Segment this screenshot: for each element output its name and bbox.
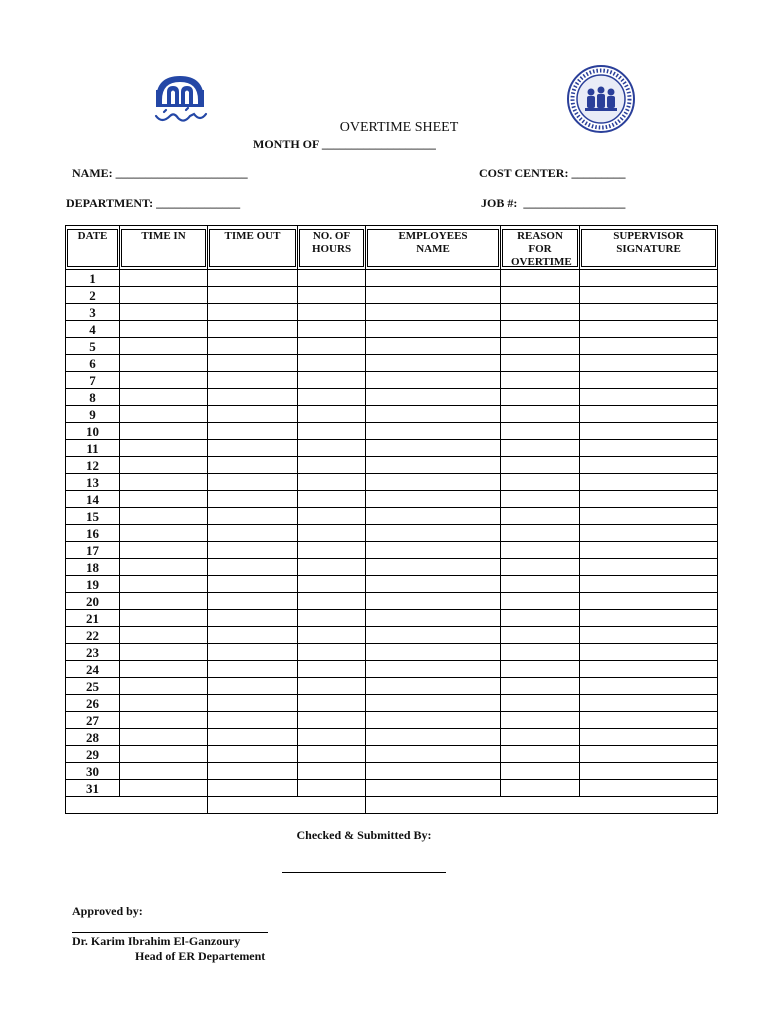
day-cell: 30 <box>66 763 120 780</box>
time-out-cell[interactable] <box>208 610 298 627</box>
table-row <box>66 780 718 797</box>
day-cell: 9 <box>66 406 120 423</box>
reason-cell[interactable] <box>501 746 580 763</box>
employee-name-cell[interactable] <box>366 457 501 474</box>
reason-cell[interactable] <box>501 542 580 559</box>
time-out-cell[interactable] <box>208 491 298 508</box>
time-out-cell[interactable] <box>208 406 298 423</box>
hours-cell[interactable] <box>298 321 366 338</box>
day-cell: 17 <box>66 542 120 559</box>
hours-cell[interactable] <box>298 304 366 321</box>
table-row <box>66 491 718 508</box>
employee-name-cell[interactable] <box>366 542 501 559</box>
time-in-cell[interactable] <box>120 440 208 457</box>
employee-name-cell[interactable] <box>366 508 501 525</box>
supervisor-signature-cell[interactable] <box>580 406 718 423</box>
employee-name-cell[interactable] <box>366 576 501 593</box>
table-row <box>66 457 718 474</box>
time-in-cell[interactable] <box>120 287 208 304</box>
day-cell: 13 <box>66 474 120 491</box>
hours-cell[interactable] <box>298 508 366 525</box>
time-in-cell[interactable] <box>120 593 208 610</box>
time-in-cell[interactable] <box>120 542 208 559</box>
time-out-cell[interactable] <box>208 321 298 338</box>
employee-name-cell[interactable] <box>366 559 501 576</box>
reason-cell[interactable] <box>501 491 580 508</box>
table-row <box>66 406 718 423</box>
day-cell: 2 <box>66 287 120 304</box>
reason-cell[interactable] <box>501 661 580 678</box>
time-out-cell[interactable] <box>208 729 298 746</box>
supervisor-signature-cell[interactable] <box>580 389 718 406</box>
supervisor-signature-cell[interactable] <box>580 304 718 321</box>
employee-name-cell[interactable] <box>366 372 501 389</box>
reason-cell[interactable] <box>501 406 580 423</box>
time-in-cell[interactable] <box>120 661 208 678</box>
time-out-cell[interactable] <box>208 287 298 304</box>
employee-name-cell[interactable] <box>366 661 501 678</box>
time-out-cell[interactable] <box>208 644 298 661</box>
table-row <box>66 678 718 695</box>
employee-name-cell[interactable] <box>366 270 501 287</box>
reason-cell[interactable] <box>501 780 580 797</box>
supervisor-signature-cell[interactable] <box>580 627 718 644</box>
employee-name-cell[interactable] <box>366 338 501 355</box>
reason-cell[interactable] <box>501 559 580 576</box>
time-in-cell[interactable] <box>120 763 208 780</box>
table-row <box>66 423 718 440</box>
table-row <box>66 525 718 542</box>
time-in-cell[interactable] <box>120 389 208 406</box>
day-cell: 7 <box>66 372 120 389</box>
table-row <box>66 559 718 576</box>
hours-cell[interactable] <box>298 440 366 457</box>
employee-name-cell[interactable] <box>366 406 501 423</box>
supervisor-signature-cell[interactable] <box>580 287 718 304</box>
day-cell: 20 <box>66 593 120 610</box>
table-row <box>66 763 718 780</box>
day-cell: 11 <box>66 440 120 457</box>
overtime-table <box>65 225 718 814</box>
time-in-cell[interactable] <box>120 780 208 797</box>
column-header-supervisor-signature: SUPERVISOR SIGNATURE <box>580 226 718 270</box>
employee-name-cell[interactable] <box>366 355 501 372</box>
day-cell: 5 <box>66 338 120 355</box>
time-out-cell[interactable] <box>208 304 298 321</box>
table-row <box>66 644 718 661</box>
employee-name-cell[interactable] <box>366 389 501 406</box>
time-out-cell[interactable] <box>208 763 298 780</box>
column-header-hours: NO. OF HOURS <box>298 226 366 270</box>
supervisor-signature-cell[interactable] <box>580 457 718 474</box>
supervisor-signature-cell[interactable] <box>580 491 718 508</box>
time-out-cell[interactable] <box>208 355 298 372</box>
time-in-cell[interactable] <box>120 746 208 763</box>
table-row <box>66 712 718 729</box>
reason-cell[interactable] <box>501 525 580 542</box>
reason-cell[interactable] <box>501 287 580 304</box>
reason-cell[interactable] <box>501 372 580 389</box>
reason-cell[interactable] <box>501 474 580 491</box>
column-header-date: DATE <box>66 226 120 270</box>
hours-cell[interactable] <box>298 576 366 593</box>
day-cell: 25 <box>66 678 120 695</box>
time-out-cell[interactable] <box>208 627 298 644</box>
hours-cell[interactable] <box>298 746 366 763</box>
time-out-cell[interactable] <box>208 576 298 593</box>
reason-cell[interactable] <box>501 457 580 474</box>
time-in-cell[interactable] <box>120 508 208 525</box>
employee-name-cell[interactable] <box>366 610 501 627</box>
department-field[interactable]: DEPARTMENT: ______________ <box>66 196 241 210</box>
day-cell: 15 <box>66 508 120 525</box>
supervisor-signature-cell[interactable] <box>580 542 718 559</box>
employee-name-cell[interactable] <box>366 780 501 797</box>
hours-cell[interactable] <box>298 457 366 474</box>
hours-cell[interactable] <box>298 610 366 627</box>
reason-cell[interactable] <box>501 712 580 729</box>
reason-cell[interactable] <box>501 440 580 457</box>
time-out-cell[interactable] <box>208 593 298 610</box>
day-cell: 31 <box>66 780 120 797</box>
supervisor-signature-cell[interactable] <box>580 474 718 491</box>
time-in-cell[interactable] <box>120 644 208 661</box>
hours-cell[interactable] <box>298 644 366 661</box>
hours-cell[interactable] <box>298 695 366 712</box>
hours-cell[interactable] <box>298 559 366 576</box>
time-out-cell[interactable] <box>208 474 298 491</box>
day-cell: 18 <box>66 559 120 576</box>
table-row <box>66 270 718 287</box>
column-header-employees-name: EMPLOYEES NAME <box>366 226 501 270</box>
time-in-cell[interactable] <box>120 406 208 423</box>
day-cell: 27 <box>66 712 120 729</box>
footer-cell[interactable] <box>366 797 718 814</box>
supervisor-signature-cell[interactable] <box>580 695 718 712</box>
hours-cell[interactable] <box>298 355 366 372</box>
supervisor-signature-cell[interactable] <box>580 355 718 372</box>
hours-cell[interactable] <box>298 491 366 508</box>
reason-cell[interactable] <box>501 338 580 355</box>
employee-name-cell[interactable] <box>366 627 501 644</box>
day-cell: 23 <box>66 644 120 661</box>
supervisor-signature-cell[interactable] <box>580 746 718 763</box>
day-cell: 3 <box>66 304 120 321</box>
reason-cell[interactable] <box>501 270 580 287</box>
table-row <box>66 389 718 406</box>
supervisor-signature-cell[interactable] <box>580 508 718 525</box>
day-cell: 21 <box>66 610 120 627</box>
time-out-cell[interactable] <box>208 338 298 355</box>
column-header-time-in: TIME IN <box>120 226 208 270</box>
table-row <box>66 610 718 627</box>
supervisor-signature-cell[interactable] <box>580 678 718 695</box>
time-in-cell[interactable] <box>120 338 208 355</box>
table-row <box>66 440 718 457</box>
time-in-cell[interactable] <box>120 627 208 644</box>
supervisor-signature-cell[interactable] <box>580 644 718 661</box>
table-row <box>66 304 718 321</box>
day-cell: 26 <box>66 695 120 712</box>
reason-cell[interactable] <box>501 423 580 440</box>
supervisor-signature-cell[interactable] <box>580 372 718 389</box>
page-title: OVERTIME SHEET <box>339 120 459 135</box>
employee-name-cell[interactable] <box>366 440 501 457</box>
time-out-cell[interactable] <box>208 525 298 542</box>
day-cell: 22 <box>66 627 120 644</box>
supervisor-signature-cell[interactable] <box>580 780 718 797</box>
supervisor-signature-cell[interactable] <box>580 576 718 593</box>
table-row <box>66 355 718 372</box>
employee-name-cell[interactable] <box>366 474 501 491</box>
footer-cell[interactable] <box>66 797 208 814</box>
table-row <box>66 661 718 678</box>
time-in-cell[interactable] <box>120 372 208 389</box>
hours-cell[interactable] <box>298 338 366 355</box>
day-cell: 8 <box>66 389 120 406</box>
time-out-cell[interactable] <box>208 678 298 695</box>
time-out-cell[interactable] <box>208 780 298 797</box>
reason-cell[interactable] <box>501 576 580 593</box>
employee-name-cell[interactable] <box>366 746 501 763</box>
day-cell: 14 <box>66 491 120 508</box>
name-field[interactable]: NAME: ______________________ <box>72 166 248 180</box>
time-in-cell[interactable] <box>120 712 208 729</box>
supervisor-signature-cell[interactable] <box>580 525 718 542</box>
day-cell: 1 <box>66 270 120 287</box>
table-row <box>66 729 718 746</box>
day-cell: 10 <box>66 423 120 440</box>
time-out-cell[interactable] <box>208 372 298 389</box>
supervisor-signature-cell[interactable] <box>580 763 718 780</box>
hours-cell[interactable] <box>298 270 366 287</box>
time-in-cell[interactable] <box>120 321 208 338</box>
reason-cell[interactable] <box>501 508 580 525</box>
reason-cell[interactable] <box>501 321 580 338</box>
employee-name-cell[interactable] <box>366 678 501 695</box>
time-out-cell[interactable] <box>208 508 298 525</box>
supervisor-signature-cell[interactable] <box>580 712 718 729</box>
checked-submitted-label: Checked & Submitted By: <box>296 828 432 842</box>
employee-name-cell[interactable] <box>366 695 501 712</box>
time-in-cell[interactable] <box>120 457 208 474</box>
supervisor-signature-cell[interactable] <box>580 559 718 576</box>
time-out-cell[interactable] <box>208 440 298 457</box>
footer-cell[interactable] <box>208 797 366 814</box>
table-row <box>66 542 718 559</box>
hours-cell[interactable] <box>298 542 366 559</box>
time-out-cell[interactable] <box>208 457 298 474</box>
reason-cell[interactable] <box>501 763 580 780</box>
time-in-cell[interactable] <box>120 491 208 508</box>
supervisor-signature-cell[interactable] <box>580 440 718 457</box>
table-row <box>66 338 718 355</box>
time-out-cell[interactable] <box>208 423 298 440</box>
approver-signature-line[interactable] <box>72 932 268 933</box>
hours-cell[interactable] <box>298 627 366 644</box>
hours-cell[interactable] <box>298 593 366 610</box>
hours-cell[interactable] <box>298 287 366 304</box>
table-row <box>66 372 718 389</box>
table-row <box>66 321 718 338</box>
employee-name-cell[interactable] <box>366 423 501 440</box>
table-row <box>66 593 718 610</box>
supervisor-signature-cell[interactable] <box>580 270 718 287</box>
column-header-time-out: TIME OUT <box>208 226 298 270</box>
day-cell: 19 <box>66 576 120 593</box>
table-row <box>66 287 718 304</box>
day-cell: 12 <box>66 457 120 474</box>
hours-cell[interactable] <box>298 661 366 678</box>
employee-name-cell[interactable] <box>366 321 501 338</box>
approver-title: Head of ER Departement <box>135 949 266 963</box>
table-footer-row <box>66 797 718 814</box>
time-out-cell[interactable] <box>208 559 298 576</box>
time-out-cell[interactable] <box>208 542 298 559</box>
time-out-cell[interactable] <box>208 746 298 763</box>
employee-name-cell[interactable] <box>366 593 501 610</box>
time-out-cell[interactable] <box>208 270 298 287</box>
hours-cell[interactable] <box>298 406 366 423</box>
reason-cell[interactable] <box>501 729 580 746</box>
time-out-cell[interactable] <box>208 712 298 729</box>
hours-cell[interactable] <box>298 474 366 491</box>
table-header-row <box>66 226 718 270</box>
time-out-cell[interactable] <box>208 661 298 678</box>
month-field[interactable]: MONTH OF ___________________ <box>253 137 436 151</box>
supervisor-signature-cell[interactable] <box>580 593 718 610</box>
day-cell: 24 <box>66 661 120 678</box>
time-in-cell[interactable] <box>120 695 208 712</box>
supervisor-signature-cell[interactable] <box>580 423 718 440</box>
reason-cell[interactable] <box>501 304 580 321</box>
table-row <box>66 746 718 763</box>
hours-cell[interactable] <box>298 712 366 729</box>
supervisor-signature-cell[interactable] <box>580 729 718 746</box>
cost-center-field[interactable]: COST CENTER: _________ <box>479 166 626 180</box>
reason-cell[interactable] <box>501 627 580 644</box>
reason-cell[interactable] <box>501 678 580 695</box>
day-cell: 16 <box>66 525 120 542</box>
employee-name-cell[interactable] <box>366 304 501 321</box>
table-row <box>66 576 718 593</box>
supervisor-signature-cell[interactable] <box>580 321 718 338</box>
hours-cell[interactable] <box>298 763 366 780</box>
time-in-cell[interactable] <box>120 270 208 287</box>
employee-name-cell[interactable] <box>366 712 501 729</box>
reason-cell[interactable] <box>501 610 580 627</box>
day-cell: 4 <box>66 321 120 338</box>
approved-by-label: Approved by: <box>72 904 143 918</box>
table-row <box>66 695 718 712</box>
reason-cell[interactable] <box>501 355 580 372</box>
employee-name-cell[interactable] <box>366 491 501 508</box>
employee-name-cell[interactable] <box>366 287 501 304</box>
table-row <box>66 474 718 491</box>
employee-name-cell[interactable] <box>366 525 501 542</box>
time-in-cell[interactable] <box>120 423 208 440</box>
employee-name-cell[interactable] <box>366 729 501 746</box>
day-cell: 6 <box>66 355 120 372</box>
column-header-reason: REASON FOR OVERTIME <box>501 226 580 270</box>
time-in-cell[interactable] <box>120 729 208 746</box>
job-number-field[interactable]: JOB #: _________________ <box>481 196 626 210</box>
time-in-cell[interactable] <box>120 525 208 542</box>
table-row <box>66 508 718 525</box>
reason-cell[interactable] <box>501 695 580 712</box>
time-out-cell[interactable] <box>208 389 298 406</box>
time-in-cell[interactable] <box>120 304 208 321</box>
day-cell: 29 <box>66 746 120 763</box>
hours-cell[interactable] <box>298 678 366 695</box>
employee-name-cell[interactable] <box>366 644 501 661</box>
employee-name-cell[interactable] <box>366 763 501 780</box>
submitted-signature-line[interactable] <box>282 872 446 873</box>
time-in-cell[interactable] <box>120 474 208 491</box>
hours-cell[interactable] <box>298 780 366 797</box>
time-out-cell[interactable] <box>208 695 298 712</box>
time-in-cell[interactable] <box>120 559 208 576</box>
hours-cell[interactable] <box>298 372 366 389</box>
reason-cell[interactable] <box>501 644 580 661</box>
supervisor-signature-cell[interactable] <box>580 661 718 678</box>
time-in-cell[interactable] <box>120 610 208 627</box>
hours-cell[interactable] <box>298 729 366 746</box>
approver-name: Dr. Karim Ibrahim El-Ganzoury <box>72 934 241 948</box>
supervisor-signature-cell[interactable] <box>580 610 718 627</box>
hours-cell[interactable] <box>298 389 366 406</box>
hours-cell[interactable] <box>298 525 366 542</box>
reason-cell[interactable] <box>501 593 580 610</box>
supervisor-signature-cell[interactable] <box>580 338 718 355</box>
day-cell: 28 <box>66 729 120 746</box>
time-in-cell[interactable] <box>120 355 208 372</box>
time-in-cell[interactable] <box>120 678 208 695</box>
hours-cell[interactable] <box>298 423 366 440</box>
time-in-cell[interactable] <box>120 576 208 593</box>
table-row <box>66 627 718 644</box>
reason-cell[interactable] <box>501 389 580 406</box>
